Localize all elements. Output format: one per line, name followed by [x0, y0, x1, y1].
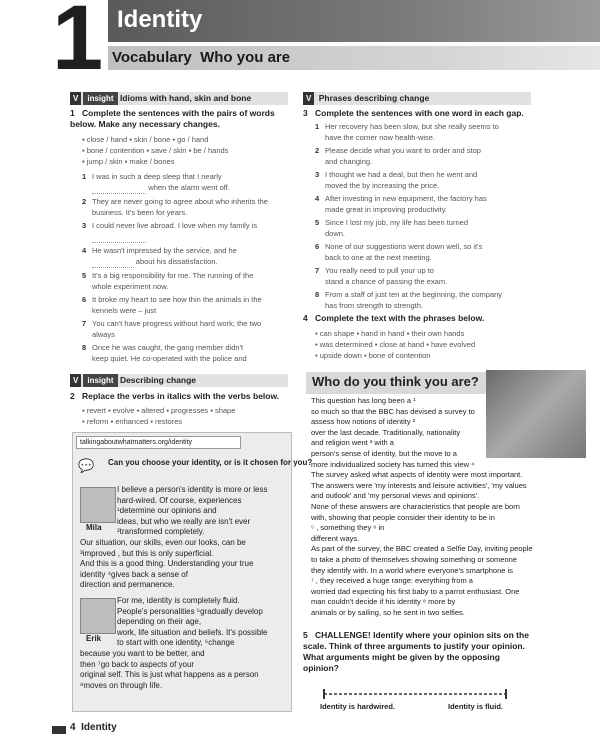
section-phrases-header	[303, 92, 531, 105]
erik-post-continued: because you want to be better, and then ⁷go back to aspects of your original self. This is just what happens as a person ⁸moves on through life.	[80, 649, 259, 690]
exercise-2-instruction: 2 Replace the verbs in italics with the verbs below.	[70, 391, 280, 401]
opinion-scale[interactable]	[320, 689, 510, 699]
exercise-1-items	[82, 172, 294, 367]
list-item: 2 They are never going to agree about who inherits the business. It's been for years.	[82, 197, 268, 217]
erik-name: Erik	[86, 634, 102, 643]
list-item: 7 You can't have progress without hard work; the two always	[82, 319, 262, 339]
mila-post-continued: Our situation, our skills, even our looks, can be ³improved , but this is only superficial. And this is a good thing. Understanding your true identity ⁴gives back a sense of direction and permanence.	[80, 538, 254, 589]
section-idioms-header	[70, 92, 288, 105]
list-item: 3 I thought we had a deal, but then he went and moved the by increasing the price.	[315, 170, 478, 190]
section-describing-change-header	[70, 374, 288, 387]
footer-marker	[52, 726, 66, 734]
section-idioms-title: Idioms with hand, skin and bone	[119, 93, 252, 103]
exercise-2-word-bank: ▪ revert ▪ evolve ▪ altered ▪ progresses ▪ shape ▪ reform ▪ enhanced ▪ restores	[82, 406, 236, 426]
v-badge: V	[70, 92, 81, 105]
section-describing-change-title: Describing change	[119, 375, 196, 385]
erik-post: For me, identity is completely fluid. People's personalities ⁵gradually develop depending on their age, work, life situation and beliefs. It's possible to start with one identity, ⁶change	[117, 596, 268, 647]
list-item: 6 It broke my heart to see how thin the animals in the kennels were – just	[82, 295, 262, 315]
list-item: 2 Please decide what you want to order and stop and changing.	[315, 146, 481, 166]
insight-badge: insight	[83, 374, 117, 387]
v-badge: V	[70, 374, 81, 387]
list-item: 7 You really need to pull your up to stand a chance of passing the exam.	[315, 266, 448, 286]
section-phrases-title: Phrases describing change	[318, 93, 430, 103]
exercise-1-word-bank: ▪ close / hand ▪ skin / bone ▪ go / hand ▪ bone / contention ▪ save / skin ▪ be / hands ▪ jump / skin ▪ make / bones	[82, 135, 229, 166]
speech-bubble-icon: 💬	[78, 458, 95, 473]
forum-question: Can you choose your identity, or is it chosen for you?	[108, 458, 313, 467]
list-item: 3 I could never live abroad. I love when my family is	[82, 221, 294, 243]
article-body: This question has long been a ¹ so much so that the BBC has devised a survey to assess how notions of identity ² over the last decade. Traditionally, nationality and religion went ³ with a person's sense of identity, but the move to a more individualized society has turned this view ⁴ The survey asked what aspects of identity were most important. The answers were 'my interests and leisure activities', 'my values and outlook' and 'my personal views and opinions'. None of these answers are characteristics that people are born with, showing that people consider their identity to be in ⁵ , something they ⁶ in different ways. As part of the survey, the BBC created a Selfie Day, inviting people to take a photo of themselves showing something or someone they identify with. In a world where everyone's smartphone is ⁷ , they received a huge range: everything from a worried dad expecting his first baby to a parrot enthusiast. One man couldn't decide if his identity ⁸ more by animals or by sailing, so he sent in two selfies.	[311, 396, 533, 617]
unit-number: 1	[52, 0, 104, 89]
url-bar[interactable]: talkingaboutwhatmatters.org/identity	[76, 436, 241, 449]
vocabulary-heading: Vocabulary Who you are	[112, 49, 291, 66]
mila-post: I believe a person's identity is more or less hard-wired. Of course, experiences ¹determine our opinions and ideas, but who we really are isn't ever ²transformed completely.	[117, 485, 268, 536]
list-item: 1 I was in such a deep sleep that I nearly when the alarm went off.	[82, 172, 294, 194]
list-item: 8 From a staff of just ten at the beginning, the company has from strength to strength.	[315, 290, 503, 310]
list-item: 5 Since I lost my job, my life has been turned down.	[315, 218, 468, 238]
exercise-5-instruction: 5 CHALLENGE! Identify where your opinion sits on the scale. Think of three arguments to justify your opinion. What arguments might be given by the opposing opinion?	[303, 630, 529, 673]
exercise-3-items	[315, 122, 587, 314]
list-item: 4 He wasn't impressed by the service, and he about his dissatisfaction.	[82, 246, 294, 268]
exercise-1-instruction: 1 Complete the sentences with the pairs of words below. Make any necessary changes.	[70, 108, 275, 129]
unit-title: Identity	[117, 6, 203, 33]
scale-right-label: Identity is fluid.	[448, 702, 504, 711]
v-badge: V	[303, 92, 314, 105]
exercise-4-word-bank: ▪ can shape ▪ hand in hand ▪ their own hands ▪ was determined ▪ close at hand ▪ have evolved ▪ upside down ▪ bone of contention	[315, 329, 476, 360]
exercise-4-instruction: 4 Complete the text with the phrases below.	[303, 313, 485, 323]
avatar	[80, 487, 116, 523]
insight-badge: insight	[83, 92, 117, 105]
scale-left-label: Identity is hardwired.	[320, 702, 396, 711]
list-item: 5 It's a big responsibility for me. The running of the whole experiment now.	[82, 271, 254, 291]
avatar	[80, 598, 116, 634]
article-title: Who do you think you are?	[312, 374, 479, 389]
list-item: 8 Once he was caught, the gang member didn't keep quiet. He co-operated with the police and	[82, 343, 247, 363]
list-item: 1 Her recovery has been slow, but she really seems to have the corner now health-wise.	[315, 122, 499, 142]
exercise-3-instruction: 3 Complete the sentences with one word in each gap.	[303, 108, 524, 118]
list-item: 6 None of our suggestions went down well, so it's back to one at the next meeting.	[315, 242, 483, 262]
mila-name: Mila	[86, 523, 102, 532]
footer: 4 Identity	[70, 722, 117, 733]
list-item: 4 After investing in new equipment, the factory has made great in improving productivity.	[315, 194, 487, 214]
